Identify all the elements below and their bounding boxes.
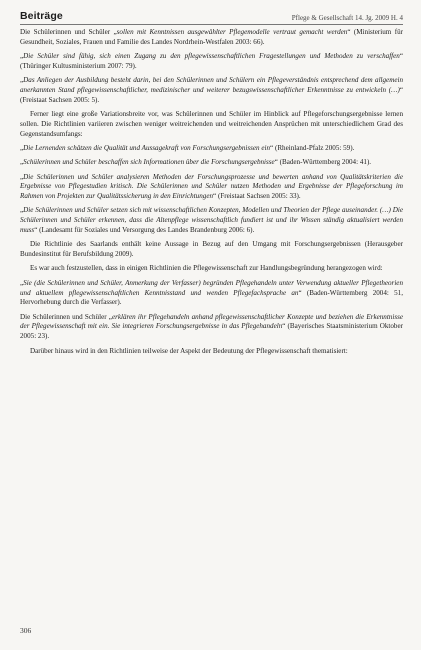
text-run: “ (Freistaat Sachsen 2005: 5). (20, 85, 403, 104)
text-run: “ (Landesamt für Soziales und Versorgung des Landes Brandenburg 2006: 6). (34, 226, 255, 235)
text-run: “ (Freistaat Sachsen 2005: 33). (213, 192, 301, 201)
paragraph (20, 347, 403, 357)
text-run: Die Schülerinnen und Schüler „ (20, 312, 112, 321)
paragraph (20, 279, 403, 308)
text-run: “ (Bayerisches Staatsministerium Oktober 2005: 23). (20, 322, 403, 341)
text-run: Ferner liegt eine große Variationsbreite vor, was Schülerinnen und Schüler im Hinblick auf Pflegeforschungsergebnisse lernen sollen. Die Richtlinien variieren zwischen weniger weitreichenden und weitreichenden Ansprüchen mit unterschiedlichem Grad des Gegenstandsumfangs: (20, 110, 403, 138)
text-run: Es war auch festzustellen, dass in einigen Richtlinien die Pflegewissenschaft zur Handlungsbegründung herangezogen wird: (30, 264, 383, 273)
quoted-text: Das Anliegen der Ausbildung besteht darin, bei den Schülerinnen und Schülern ein Pflegeverständnis entsprechend dem allgemein anerkannten Stand pflegewissenschaftlicher, medizinischer und weiterer bezugswissenschaftlicher Erkenntnisse zu entwickeln (…) (20, 76, 403, 94)
quoted-text: erklären ihr Pflegehandeln anhand pflegewissenschaftlicher Konzepte und beziehen die Erkenntnisse der Pflegewissenschaft mit ein. Sie integrieren Forschungsergebnisse in das Pflegehandeln (20, 312, 403, 331)
section-label: Beiträge (20, 10, 63, 22)
quoted-text: Die Lernenden schätzen die Qualität und Aussagekraft von Forschungsergebnissen ein (23, 143, 271, 152)
paragraph (20, 76, 403, 105)
paragraph (20, 313, 403, 342)
page-number: 306 (20, 626, 32, 635)
text-run: „ (20, 278, 24, 287)
paragraph (20, 264, 403, 274)
text-run: Die Richtlinie des Saarlands enthält keine Aussage in Bezug auf den Umgang mit Forschungsergebnissen (Herausgeber Bundesinstitut für Berufsbildung 2009). (20, 240, 403, 259)
text-run: “ (Baden-Württemberg 2004: 51, Hervorhebung durch die Verfasser). (20, 288, 404, 307)
body-text (20, 28, 403, 361)
text-run: “ (Rheinland-Pfalz 2005: 59). (270, 143, 355, 152)
paragraph (20, 158, 403, 168)
paragraph (20, 52, 403, 72)
quoted-text: Schülerinnen und Schüler beschaffen sich Informationen über die Forschungsergebnisse (23, 158, 275, 167)
quoted-text: Sie (die Schülerinnen und Schüler, Anmerkung der Verfasser) begründen Pflegehandeln unter Verwendung aktueller Pflegetheorien und aktuellem pflegewissenschaftlichen Kenntnisstand und wenden Pflegefachsprache an (20, 278, 403, 297)
paragraph (20, 110, 403, 139)
paragraph (20, 206, 403, 235)
text-run: “ (Baden-Württemberg 2004: 41). (274, 158, 372, 167)
running-header (20, 8, 403, 25)
paragraph (20, 28, 403, 48)
text-run: „ (20, 143, 24, 152)
text-run: Die Schülerinnen und Schüler „ (20, 28, 117, 36)
quoted-text: sollen mit Kenntnissen ausgewählter Pflegemodelle vertraut gemacht werden (116, 28, 348, 36)
quoted-text: Die Schülerinnen und Schüler analysieren Methoden der Forschungsprozesse und bewerten anhand von Qualitätskriterien die Ergebnisse von Pflegestudien kritisch. Die Schülerinnen und Schüler nutzen Methoden und Ergebnisse der Pflegeforschung im Rahmen von Projekten zur Qualitätssicherung in den Einrichtungen (20, 172, 403, 201)
text-run: „ (20, 172, 24, 181)
text-run: „ (20, 52, 24, 61)
text-run: “ (Ministerium für Gesundheit, Soziales, Frauen und Familie des Landes Nordrhein-Westfalen 2003: 66). (20, 28, 403, 46)
paragraph (20, 144, 403, 154)
quoted-text: Die Schülerinnen und Schüler setzen sich mit wissenschaftlichen Konzepten, Modellen und Theorien der Pflege auseinander. (…) Die Schülerinnen und Schüler erkennen, dass die Altenpflege wissenschaftlich fundiert ist und ihr Wissen ständig aktualisiert werden muss (20, 206, 403, 235)
text-run: „ (20, 206, 24, 215)
text-run: Darüber hinaus wird in den Richtlinien teilweise der Aspekt der Bedeutung der Pflegewissenschaft thematisiert: (30, 346, 348, 355)
quoted-text: Die Schüler sind fähig, sich einen Zugang zu den pflegewissenschaftlichen Fragestellungen und Methoden zu verschaffen (23, 52, 400, 61)
text-run: „ (20, 158, 24, 167)
text-run: „ (20, 76, 24, 85)
journal-reference: Pflege & Gesellschaft 14. Jg. 2009 H. 4 (291, 14, 403, 22)
paragraph (20, 240, 403, 260)
paragraph (20, 173, 403, 202)
text-run: “ (Thüringer Kultusministerium 2007: 79). (20, 52, 403, 70)
